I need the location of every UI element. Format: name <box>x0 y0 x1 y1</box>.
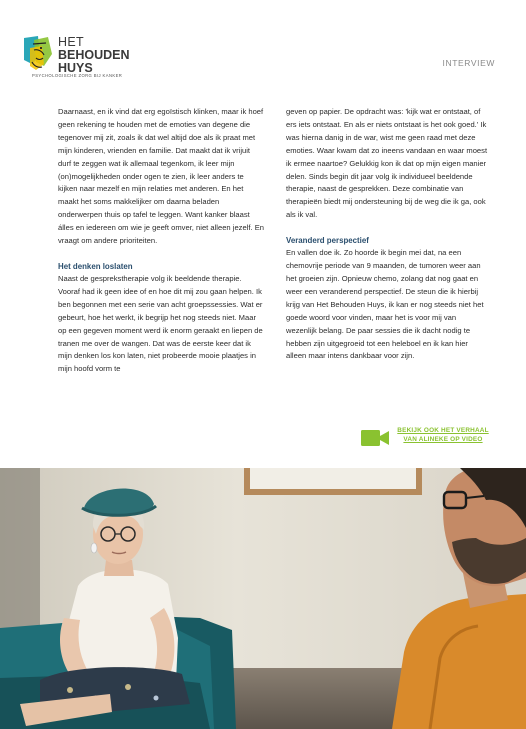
article-column-right <box>286 106 488 363</box>
left-paragraph-2: Naast de gesprekstherapie volg ik beeldende therapie. Vooraf had ik geen idee of en hoe dit mij zou gaan helpen. Ik ben begonnen met een serie van acht groepssessies. Wat er gebeurt, hoe het werkt, ik begrijp het nog steeds niet. Maar op een gegeven moment werd ik enorm geraakt en liepen de tranen me over de wangen. Dat was de eerste keer dat ik mijn denken los kon laten, niet probeerde mooie plaatjes in mijn hoofd vorm te <box>58 273 263 374</box>
article-column-left <box>58 106 265 376</box>
right-paragraph-2: En vallen doe ik. Zo hoorde ik begin mei dat, na een chemovrije periode van 9 maanden, de tumoren weer aan het groeien zijn. Opnieuw chemo, zolang dat nog gaat en weer een veranderend perspectief. De steun die ik hierbij krijg van Het Behouden Huys, ik kan er nog steeds niet het goede woord voor vinden, maar het is voor mij van wezenlijk belang. De paar sessies die ik dacht nodig te hebben zijn uitgegroeid tot een heleboel en ik kan hier alleen maar intens dankbaar voor zijn. <box>286 248 484 361</box>
video-link-label[interactable]: BEKIJK OOK HET VERHAAL VAN ALINEKE OP VIDEO <box>397 427 489 443</box>
video-camera-icon <box>361 429 389 447</box>
logo-line-behouden: BEHOUDEN <box>58 48 130 62</box>
subhead-het-denken-loslaten: Het denken loslaten <box>58 261 133 271</box>
logo-tagline: PSYCHOLOGISCHE ZORG BIJ KANKER <box>32 73 123 78</box>
interview-photo-illustration <box>0 468 526 729</box>
page-header <box>0 0 526 90</box>
logo-wordmark <box>58 36 138 75</box>
video-link[interactable] <box>361 427 491 457</box>
logo-line-huys: HUYS <box>58 61 93 75</box>
het-behouden-huys-logo[interactable] <box>20 34 130 78</box>
logo-faces-icon <box>20 34 56 74</box>
logo-line-het: HET <box>58 35 84 49</box>
subhead-veranderd-perspectief: Veranderd perspectief <box>286 236 369 246</box>
left-paragraph-1: Daarnaast, en ik vind dat erg egoïstisch klinken, maar ik hoef geen rekening te houden met de emoties van degene die tegenover mij zit, zoals ik dat wel altijd doe als ik praat met mijn kinderen, vrienden en familie. Dat maakt dat ik vrijuit durf te zeggen wat ik allemaal tegenkom, ik leer mijn (on)mogelijkheden onder ogen te zien, ik leer anders te kijken naar mezelf en mijn relaties met anderen. En het maakt het soms makkelijker om daarna beladen onderwerpen thuis op tafel te leggen. Want kanker blaast álles en iedereen om wie je geeft omver, niet alleen jezelf. En vraagt om andere prioriteiten. <box>58 107 264 246</box>
interview-photo <box>0 468 526 729</box>
right-paragraph-1: geven op papier. De opdracht was: 'kijk wat er ontstaat, of ers iets ontstaat. En als er niets ontstaat is het ook goed.' Ik was hierna danig in de war, wist me geen raad met deze emoties. Waar kwam dat zo ineens vandaan en waar moest ik ermee naartoe? Gelukkig kon ik dat op mijn eigen manier delen. Sinds begin dit jaar volg ik individueel beeldende therapie, naast de gesprekken. Deze combinatie van therapieën biedt mij ondersteuning bij de weg die ik ga, ook als ik val. <box>286 107 488 220</box>
section-label: INTERVIEW <box>442 58 495 68</box>
